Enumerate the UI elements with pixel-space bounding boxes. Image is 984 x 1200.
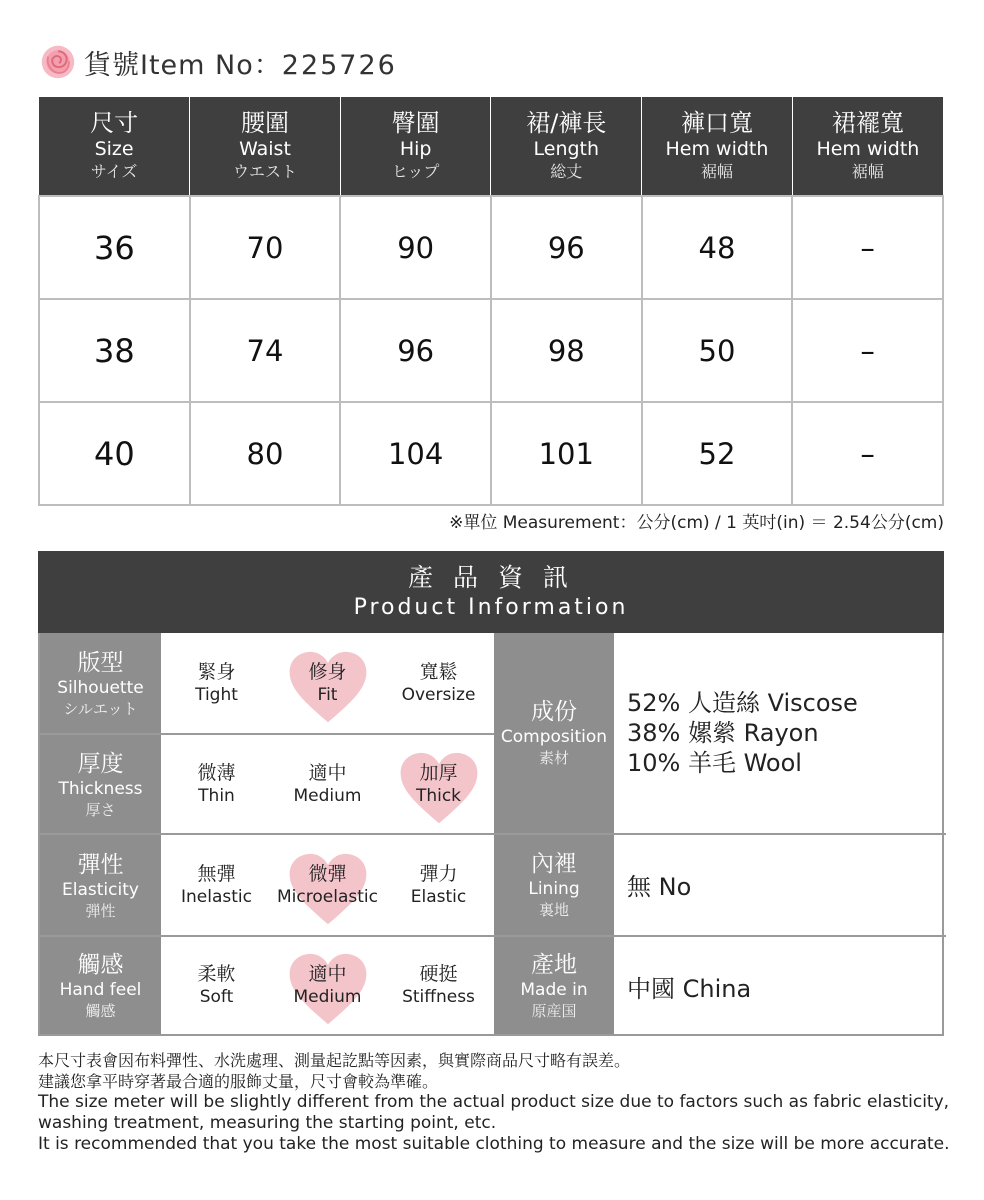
hip-value: 96 xyxy=(340,299,491,402)
option-thin: 微薄 Thin xyxy=(197,762,236,806)
waist-value: 74 xyxy=(190,299,341,402)
rose-icon xyxy=(40,44,76,80)
item-number-value: 225726 xyxy=(281,49,397,81)
product-info-header xyxy=(38,551,944,633)
length-value: 98 xyxy=(491,299,642,402)
option-elastic: 彈力 Elastic xyxy=(410,863,467,907)
composition-label: 成份 Composition 素材 xyxy=(494,633,614,833)
product-info-title-en: Product Information xyxy=(353,595,629,620)
attribute-row-thickness xyxy=(40,735,494,834)
pants-hem-value: 48 xyxy=(642,196,793,299)
length-value: 101 xyxy=(491,402,642,505)
length-value: 96 xyxy=(491,196,642,299)
origin-label: 產地 Made in 原産国 xyxy=(494,937,614,1034)
lining-value: 無 No xyxy=(627,873,692,901)
table-row xyxy=(39,402,943,505)
option-thick-selected: 加厚 Thick xyxy=(383,735,494,834)
col-header-size: 尺寸 Size サイズ xyxy=(39,97,190,196)
product-info-grid xyxy=(38,633,944,1036)
size-value: 38 xyxy=(39,299,190,402)
table-row xyxy=(39,196,943,299)
disclaimer-line: It is recommended that you take the most suitable clothing to measure and the size will be more accurate. xyxy=(38,1134,950,1154)
col-header-skirt-hem: 裙襬寬 Hem width 裾幅 xyxy=(792,97,943,196)
option-medium: 適中 Medium xyxy=(293,762,362,806)
size-table-header-row xyxy=(39,97,943,196)
size-value: 36 xyxy=(39,196,190,299)
pants-hem-value: 52 xyxy=(642,402,793,505)
option-stiffness: 硬挺 Stiffness xyxy=(402,963,475,1007)
item-header xyxy=(40,42,397,82)
pants-hem-value: 50 xyxy=(642,299,793,402)
unit-note: ※單位 Measurement：公分(cm) / 1 英吋(in) ＝ 2.54公分(cm) xyxy=(449,513,944,533)
attribute-label: 版型 Silhouette シルエット xyxy=(40,633,161,734)
attribute-label: 彈性 Elasticity 弾性 xyxy=(40,835,161,936)
skirt-hem-value: – xyxy=(792,299,943,402)
attribute-label: 觸感 Hand feel 觸感 xyxy=(40,937,161,1034)
skirt-hem-value: – xyxy=(792,402,943,505)
size-value: 40 xyxy=(39,402,190,505)
col-header-length: 裙/褲長 Length 総丈 xyxy=(491,97,642,196)
disclaimer-notes xyxy=(38,1050,958,1155)
option-fit-selected: 修身 Fit xyxy=(272,633,383,734)
disclaimer-line: The size meter will be slightly different from the actual product size due to factors such as fabric elasticity, xyxy=(38,1092,950,1112)
material-info-column xyxy=(494,633,946,1034)
option-tight: 緊身 Tight xyxy=(195,661,238,705)
size-table xyxy=(38,97,944,506)
attribute-row-elasticity xyxy=(40,835,494,936)
disclaimer-line: washing treatment, measuring the starting point, etc. xyxy=(38,1113,497,1133)
attribute-row-hand-feel xyxy=(40,937,494,1034)
hip-value: 90 xyxy=(340,196,491,299)
composition-value: 52% 人造絲 Viscose 38% 嫘縈 Rayon 10% 羊毛 Wool xyxy=(627,689,858,777)
product-info-title-zh: 產 品 資 訊 xyxy=(408,563,574,592)
item-number-label: 貨號Item No：225726 xyxy=(84,49,397,81)
disclaimer-line: 建議您拿平時穿著最合適的服飾丈量，尺寸會較為準確。 xyxy=(38,1072,439,1091)
option-inelastic: 無彈 Inelastic xyxy=(181,863,252,907)
col-header-waist: 腰圍 Waist ウエスト xyxy=(190,97,341,196)
col-header-hip: 臀圍 Hip ヒップ xyxy=(340,97,491,196)
lining-label: 內裡 Lining 裏地 xyxy=(494,835,614,935)
option-soft: 柔軟 Soft xyxy=(197,963,236,1007)
option-oversize: 寬鬆 Oversize xyxy=(401,661,476,705)
option-medium-selected: 適中 Medium xyxy=(272,937,383,1034)
waist-value: 70 xyxy=(190,196,341,299)
attribute-label: 厚度 Thickness 厚さ xyxy=(40,735,161,834)
table-row xyxy=(39,299,943,402)
option-microelastic-selected: 微彈 Microelastic xyxy=(272,835,383,936)
attribute-row-silhouette xyxy=(40,633,494,734)
hip-value: 104 xyxy=(340,402,491,505)
skirt-hem-value: – xyxy=(792,196,943,299)
waist-value: 80 xyxy=(190,402,341,505)
origin-value: 中國 China xyxy=(627,975,752,1003)
col-header-pants-hem: 褲口寬 Hem width 裾幅 xyxy=(642,97,793,196)
disclaimer-line: 本尺寸表會因布料彈性、水洗處理、測量起訖點等因素，與實際商品尺寸略有誤差。 xyxy=(38,1051,631,1070)
